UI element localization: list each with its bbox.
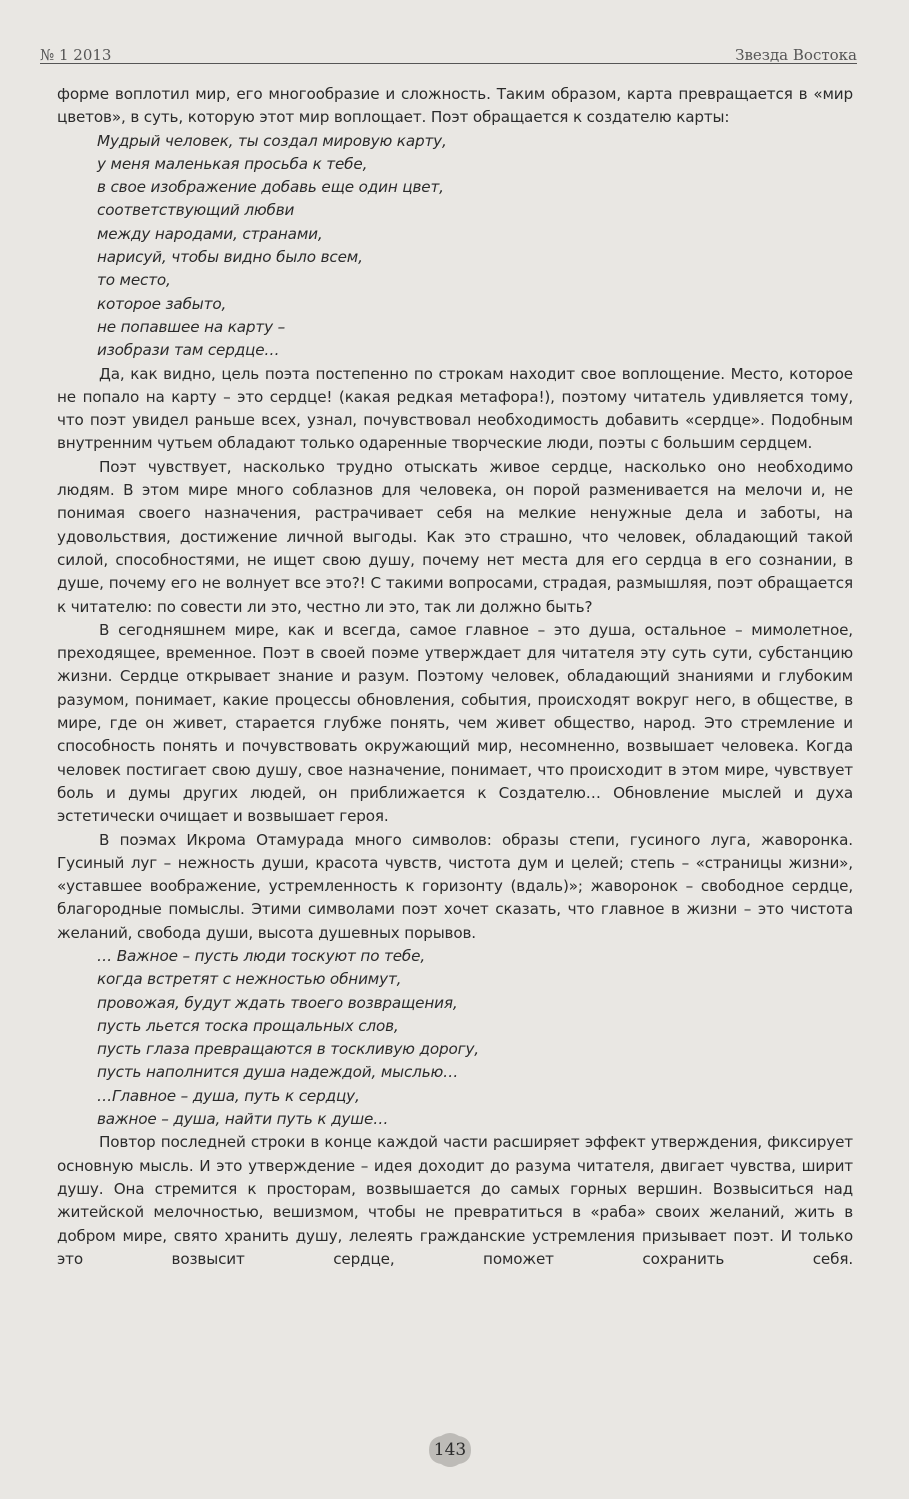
verse-line: пусть наполнится душа надеждой, мыслью… <box>97 1063 459 1082</box>
verse-line: у меня маленькая просьба к тебе, <box>97 154 368 173</box>
verse-line: пусть льется тоска прощальных слов, <box>97 1016 399 1035</box>
verse-line: провожая, будут ждать твоего возвращения, <box>97 993 458 1012</box>
verse-line: в свое изображение добавь еще один цвет, <box>97 178 444 197</box>
paragraph: форме воплотил мир, его многообразие и сложность. Таким образом, карта превращается в «мир цветов», в суть, которую этот мир воплощает. Поэт обращается к создателю карты: <box>57 85 853 127</box>
verse-line: между народами, странами, <box>97 224 323 243</box>
verse-line: нарисуй, чтобы видно было всем, <box>97 248 363 267</box>
issue-label: № 1 2013 <box>40 46 112 64</box>
paragraph: Повтор последней строки в конце каждой части расширяет эффект утверждения, фиксирует основную мысль. И это утверждение – идея доходит до разума читателя, двигает чувства, ширит душу. Она стремится к просторам, возвышается до самых горных вершин. Возвыситься над житейской мелочностью, вешизмом, чтобы не превратиться в «раба» своих желаний, жить в добром мире, свято хранить душу, лелеять гражданские устремления призывает поэт. И только это возвысит сердце, поможет сохранить себя. <box>57 1133 853 1268</box>
verse-block <box>57 945 853 1131</box>
verse-line: пусть глаза превращаются в тоскливую дорогу, <box>97 1040 479 1059</box>
page-number: 143 <box>433 1440 467 1460</box>
page-number-badge <box>419 1430 481 1470</box>
verse-line: не попавшее на карту – <box>97 317 286 336</box>
verse-line: когда встретят с нежностью обнимут, <box>97 970 402 989</box>
verse-line: изобрази там сердце… <box>97 341 280 360</box>
verse-line: соответствующий любви <box>97 201 295 220</box>
header-rule <box>40 63 857 64</box>
article-body <box>57 83 853 1271</box>
running-header <box>40 36 857 64</box>
verse-line: Мудрый человек, ты создал мировую карту, <box>97 131 447 150</box>
paragraph: В поэмах Икрома Отамурада много символов: образы степи, гусиного луга, жаворонка. Гусиный луг – нежность души, красота чувств, чистота дум и целей; степь – «страницы жизни», «уставшее воображение, устремленность к горизонту (вдаль)»; жаворонок – свободное сердце, благородные помыслы. Этими символами поэт хочет сказать, что главное в жизни – это чистота желаний, свобода души, высота душевных порывов. <box>57 830 853 942</box>
paragraph: В сегодняшнем мире, как и всегда, самое главное – это душа, остальное – мимолетное, преходящее, временное. Поэт в своей поэме утверждает для читателя эту суть сути, субстанцию жизни. Сердце открывает знание и разум. Поэтому человек, обладающий знаниями и глубоким разумом, понимает, какие процессы обновления, события, происходят вокруг него, в обществе, в мире, где он живет, старается глубже понять, чем живет общество, народ. Это стремление и способность понять и почувствовать окружающий мир, несомненно, возвышает человека. Когда человек постигает свою душу, свое назначение, понимает, что происходит в этом мире, чувствует боль и думы других людей, он приближается к Создателю… Обновление мыслей и духа эстетически очищает и возвышает героя. <box>57 620 853 826</box>
paragraph: Да, как видно, цель поэта постепенно по строкам находит свое воплощение. Место, которое не попало на карту – это сердце! (какая редкая метафора!), поэтому читатель удивляется тому, что поэт увидел раньше всех, узнал, почувствовал необходимость добавить «сердце». Подобным внутренним чутьем обладают только одаренные творческие люди, поэты с большим сердцем. <box>57 364 853 453</box>
verse-line: то место, <box>97 271 171 290</box>
verse-line: … Важное – пусть люди тоскуют по тебе, <box>97 946 426 965</box>
journal-title: Звезда Востока <box>735 46 857 64</box>
verse-block <box>57 130 853 363</box>
paragraph: Поэт чувствует, насколько трудно отыскать живое сердце, насколько оно необходимо людям. В этом мире много соблазнов для человека, он порой разменивается на мелочи и, не понимая своего назначения, растрачивает себя на мелкие ненужные дела и заботы, на удовольствия, достижение личной выгоды. Как это страшно, что человек, обладающий такой силой, способностями, не ищет свою душу, почему нет места для его сердца в его сознании, в душе, почему его не волнует все это?! С такими вопросами, страдая, размышляя, поэт обращается к читателю: по совести ли это, честно ли это, так ли должно быть? <box>57 457 853 616</box>
verse-line: важное – душа, найти путь к душе… <box>97 1110 389 1129</box>
verse-line: …Главное – душа, путь к сердцу, <box>97 1086 360 1105</box>
verse-line: которое забыто, <box>97 294 227 313</box>
